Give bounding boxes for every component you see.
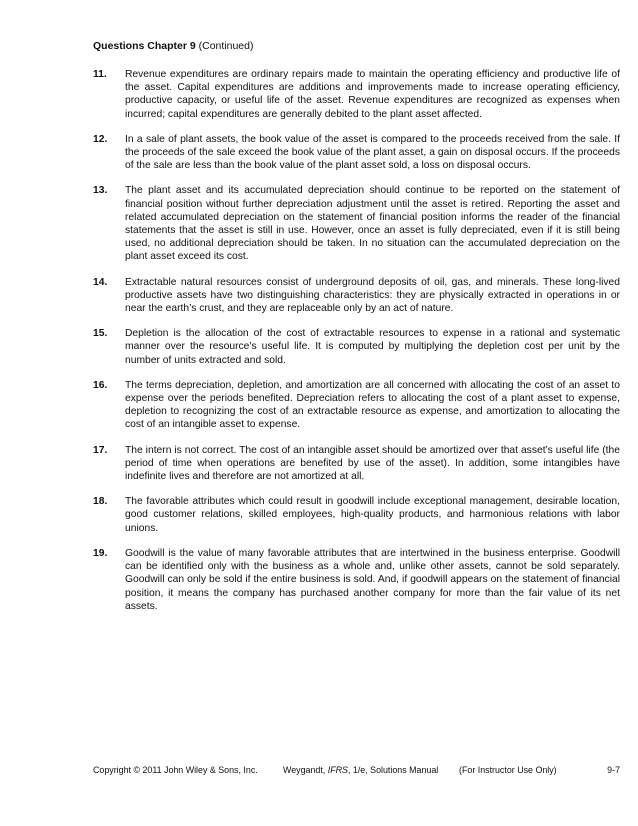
question-number: 17. (93, 444, 108, 456)
footer-copyright: Copyright © 2011 John Wiley & Sons, Inc. (93, 765, 258, 775)
question-answer: Extractable natural resources consist of underground deposits of oil, gas, and minerals. These long-lived productive assets have two distinguishing characteristics: they are physically extracted in operations in or near the earth’s crust, and they are replaceable only by an act of nature. (125, 276, 620, 315)
question-answer: Revenue expenditures are ordinary repairs made to maintain the operating efficiency and productive life of the asset. Capital expenditures are additions and improvements made to increase operating efficiency, productive capacity, or useful life of the asset. Revenue expenditures are recognized as expenses when incurred; capital expenditures are generally debited to the plant asset affected. (125, 69, 620, 120)
question-14 (93, 276, 620, 316)
question-16 (93, 379, 620, 432)
question-number: 19. (93, 547, 108, 559)
page-heading (93, 40, 253, 52)
question-answer: The terms depreciation, depletion, and amortization are all concerned with allocating the cost of an asset to expense over the periods benefited. Depreciation refers to allocating the cost of a plant asset to expense, depletion to recognizing the cost of an extractable resource as expense, and amortization to allocating the cost of an intangible asset to expense. (125, 379, 620, 431)
question-number: 13. (93, 185, 108, 197)
question-number: 18. (93, 496, 108, 508)
heading-suffix: (Continued) (195, 40, 254, 52)
question-number: 14. (93, 276, 108, 288)
question-number: 12. (93, 133, 108, 145)
question-12 (93, 133, 620, 173)
question-answer: The plant asset and its accumulated depreciation should continue to be reported on the statement of financial position without further depreciation adjustment until the asset is retired. Reporting the asset and related accumulated depreciation on the statement of financial position informs the reader of the financial statements that the asset is still in use. However, once an asset is fully depreciated, even if it is still being used, no additional depreciation should be taken. In no situation can the accumulated depreciation on the plant asset exceed its cost. (125, 185, 620, 263)
question-15 (93, 327, 620, 367)
question-answer: Depletion is the allocation of the cost of extractable resources to expense in a rational and systematic manner over the resource’s useful life. It is computed by multiplying the depletion cost per unit by the number of units extracted and sold. (125, 328, 620, 366)
question-11 (93, 68, 620, 121)
heading-title: Questions Chapter 9 (93, 40, 196, 52)
question-17 (93, 444, 620, 484)
questions-list (93, 68, 620, 613)
question-answer: The intern is not correct. The cost of an intangible asset should be amortized over that asset’s useful life (the period of time when operations are benefited by use of the asset). In addition, some intangibles have indefinite lives and therefore are not amortized at all. (125, 444, 620, 483)
footer-page-number: 9-7 (607, 765, 620, 775)
question-13 (93, 184, 620, 263)
question-answer: Goodwill is the value of many favorable attributes that are intertwined in the business enterprise. Goodwill can be identified only with the business as a whole and, unlike other assets, cannot be sold separately. Goodwill can only be sold if the entire business is sold. And, if goodwill appears on the statement of financial position, it means the company has purchased another company for more than the fair value of its net assets. (125, 547, 620, 612)
footer-book-prefix: Weygandt, (283, 765, 328, 775)
question-number: 16. (93, 379, 108, 391)
question-19 (93, 547, 620, 613)
footer-book-suffix: , 1/e, Solutions Manual (347, 765, 439, 775)
question-18 (93, 495, 620, 535)
footer-book-title: IFRS (327, 765, 348, 775)
question-answer: The favorable attributes which could result in goodwill include exceptional management, desirable location, good customer relations, skilled employees, high-quality products, and harmonious relations with labor unions. (125, 496, 620, 534)
question-answer: In a sale of plant assets, the book value of the asset is compared to the proceeds received from the sale. If the proceeds of the sale exceed the book value of the plant asset, a gain on disposal occurs. If the proceeds of the sale are less than the book value of the plant asset sold, a loss on disposal occurs. (125, 133, 620, 172)
question-number: 15. (93, 328, 108, 340)
footer-note: (For Instructor Use Only) (459, 765, 557, 775)
footer-book (283, 765, 438, 775)
question-number: 11. (93, 69, 107, 80)
